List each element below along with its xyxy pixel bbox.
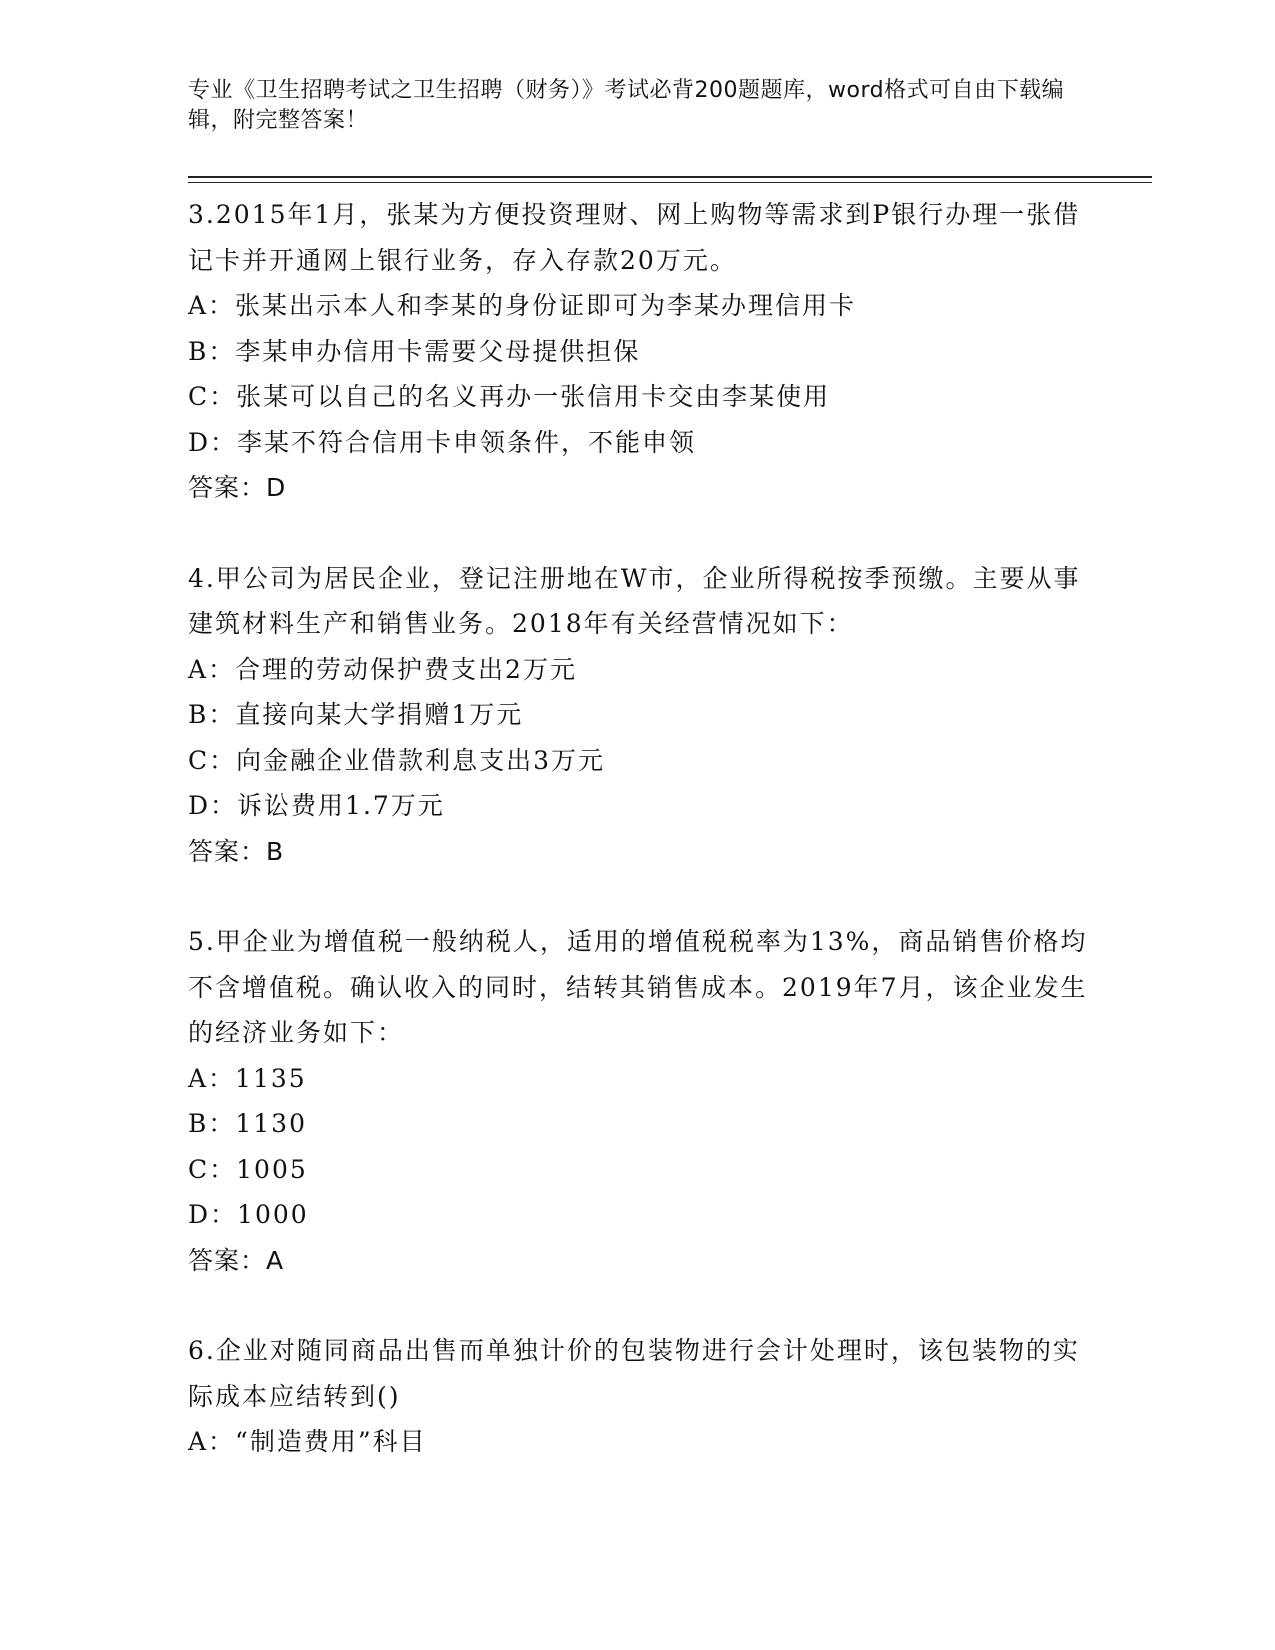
- question-4: [188, 556, 1088, 875]
- question-stem: 6.企业对随同商品出售而单独计价的包装物进行会计处理时，该包装物的实际成本应结转到(): [188, 1336, 1080, 1411]
- option-a: A：合理的劳动保护费支出2万元: [188, 654, 577, 684]
- option-d: D：李某不符合信用卡申领条件，不能申领: [188, 427, 697, 457]
- answer: 答案：A: [188, 1245, 285, 1275]
- question-stem: 5.甲企业为增值税一般纳税人，适用的增值税税率为13%，商品销售价格均不含增值税。确认收入的同时，结转其销售成本。2019年7月，该企业发生的经济业务如下：: [188, 927, 1088, 1047]
- page-header: [188, 76, 1068, 136]
- option-a: A：1135: [188, 1063, 307, 1093]
- header-divider-thick: [188, 176, 1152, 178]
- question-stem: 3.2015年1月，张某为方便投资理财、网上购物等需求到P银行办理一张借记卡并开通网上银行业务，存入存款20万元。: [188, 200, 1081, 275]
- question-3: [188, 192, 1088, 511]
- option-c: C：向金融企业借款利息支出3万元: [188, 745, 606, 775]
- header-divider-thin: [188, 182, 1152, 183]
- option-c: C：张某可以自己的名义再办一张信用卡交由李某使用: [188, 382, 831, 411]
- option-b: B：李某申办信用卡需要父母提供担保: [188, 336, 641, 366]
- option-b: B：1130: [188, 1109, 307, 1138]
- option-d: D：1000: [188, 1200, 309, 1229]
- question-stem: 4.甲公司为居民企业，登记注册地在W市，企业所得税按季预缴。主要从事建筑材料生产和销售业务。2018年有关经营情况如下：: [188, 563, 1081, 638]
- answer: 答案：B: [188, 836, 285, 866]
- question-5: [188, 919, 1088, 1283]
- answer: 答案：D: [188, 473, 287, 502]
- option-b: B：直接向某大学捐赠1万元: [188, 700, 524, 729]
- option-c: C：1005: [188, 1154, 308, 1184]
- option-a: A：“制造费用”科目: [188, 1427, 427, 1456]
- question-list: [188, 192, 1088, 1510]
- option-a: A：张某出示本人和李某的身份证即可为李某办理信用卡: [188, 291, 857, 320]
- header-text: 专业《卫生招聘考试之卫生招聘（财务）》考试必背200题题库，word格式可自由下载编辑，附完整答案！: [188, 78, 1065, 133]
- question-6: [188, 1328, 1088, 1465]
- option-d: D：诉讼费用1.7万元: [188, 791, 445, 820]
